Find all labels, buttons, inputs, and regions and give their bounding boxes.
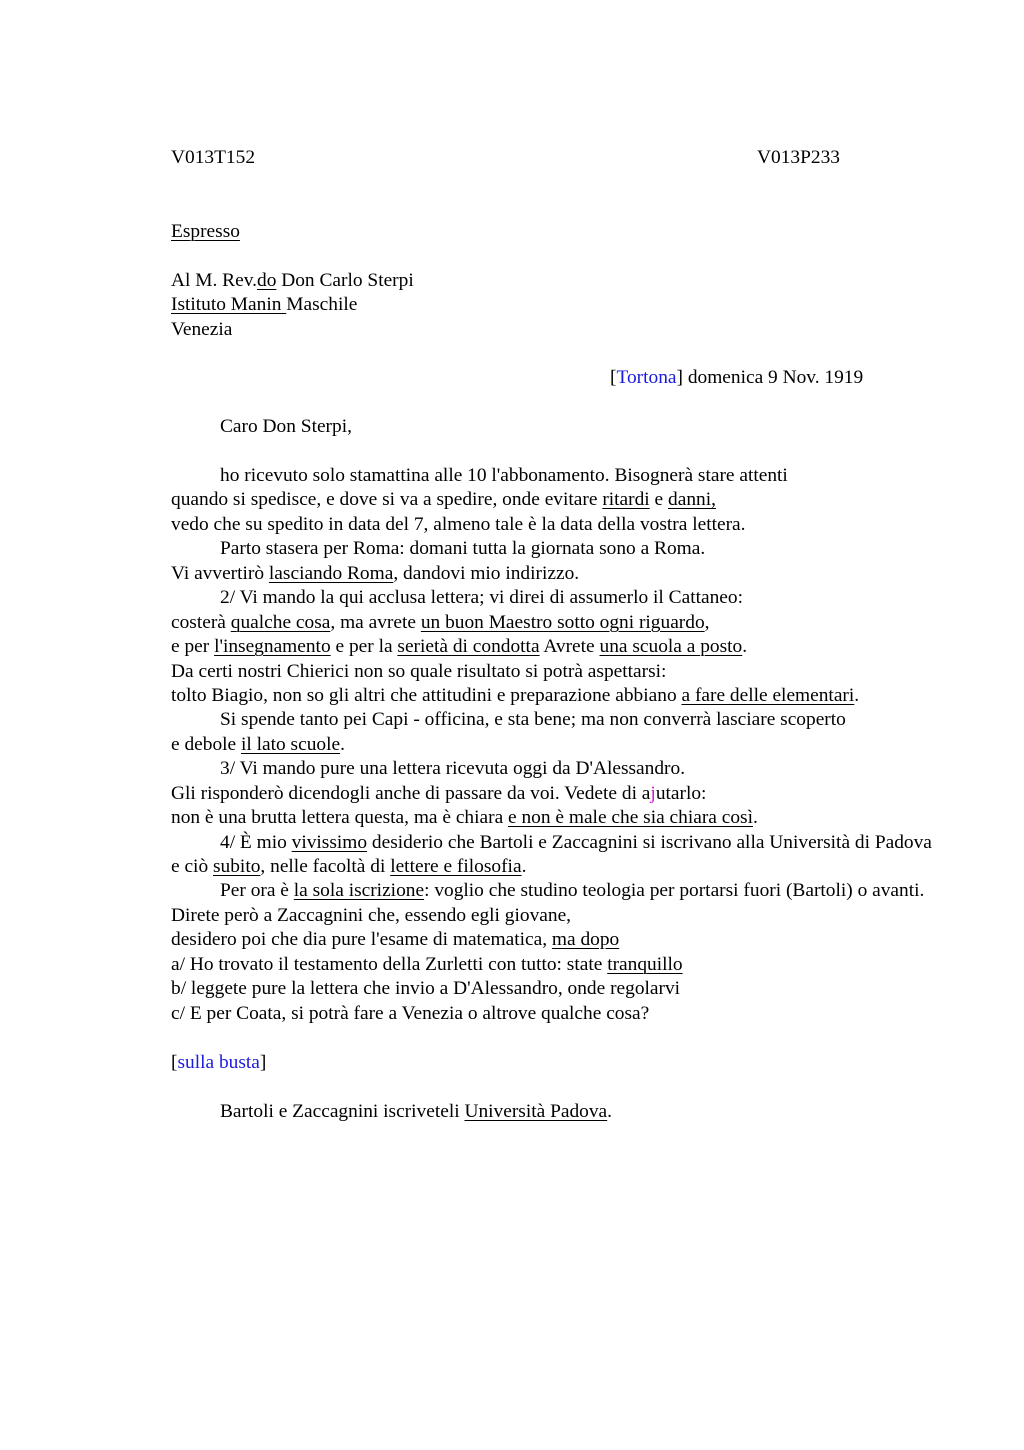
body-line: Direte però a Zaccagnini che, essendo egli giovane, [171,904,572,926]
dateline: [Tortona] domenica 9 Nov. 1919 [610,367,864,388]
body-line: e ciò subito, nelle facoltà di lettere e filosofia. [171,856,527,877]
address-line-2: Istituto Manin Maschile [171,294,358,315]
body-line: 2/ Vi mando la qui acclusa lettera; vi direi di assumerlo il Cattaneo: [220,587,743,609]
body-line: Vi avvertirò lasciando Roma, dandovi mio indirizzo. [171,562,580,584]
body-line: desidero poi che dia pure l'esame di matematica, ma dopo [171,929,620,951]
delivery-note: Espresso [171,221,240,242]
document-code-left: V013T152 [171,147,256,168]
body-line: non è una brutta lettera questa, ma è chiara e non è male che sia chiara così. [171,807,758,829]
letter-body [171,464,1011,1026]
body-line: costerà qualche cosa, ma avrete un buon Maestro sotto ogni riguardo, [171,611,710,633]
address-line-1: Al M. Rev.do Don Carlo Sterpi [171,270,414,291]
body-line: Da certi nostri Chierici non so quale risultato si potrà aspettarsi: [171,660,667,682]
body-line: quando si spedisce, e dove si va a spedire, onde evitare ritardi e danni, [171,489,716,511]
body-line: 3/ Vi mando pure una lettera ricevuta oggi da D'Alessandro. [220,758,686,780]
correction-mark: j [650,782,656,804]
body-line: ho ricevuto solo stamattina alle 10 l'abbonamento. Bisognerà stare attenti [220,465,788,486]
body-line: b/ leggete pure la lettera che invio a D'Alessandro, onde regolarvi [171,978,681,1000]
postscript: Bartoli e Zaccagnini iscriveteli Università Padova. [220,1101,613,1122]
salutation: Caro Don Sterpi, [220,416,352,437]
address-line-3: Venezia [171,319,233,340]
body-line: tolto Biagio, non so gli altri che attitudini e preparazione abbiano a fare delle elementari. [171,684,860,706]
body-line: Gli risponderò dicendogli anche di passare da voi. Vedete di ajutarlo: [171,782,707,804]
body-line: 4/ È mio vivissimo desiderio che Bartoli e Zaccagnini si iscrivano alla Università di Padova [220,831,932,853]
body-line: a/ Ho trovato il testamento della Zurletti con tutto: state tranquillo [171,953,683,975]
body-line: Parto stasera per Roma: domani tutta la giornata sono a Roma. [220,538,706,560]
body-line: e per l'insegnamento e per la serietà di condotta Avrete una scuola a posto. [171,636,748,658]
body-line: Per ora è la sola iscrizione: voglio che studino teologia per portarsi fuori (Bartoli) o avanti. [220,880,925,902]
document-code-right: V013P233 [757,147,840,168]
place-annotation: Tortona [616,367,677,388]
body-line: Si spende tanto pei Capi - officina, e sta bene; ma non converrà lasciare scoperto [220,709,846,731]
body-line: vedo che su spedito in data del 7, almeno tale è la data della vostra lettera. [171,513,746,535]
body-line: e debole il lato scuole. [171,733,345,755]
envelope-annotation: [sulla busta] [171,1052,267,1073]
body-line: c/ E per Coata, si potrà fare a Venezia o altrove qualche cosa? [171,1002,650,1024]
